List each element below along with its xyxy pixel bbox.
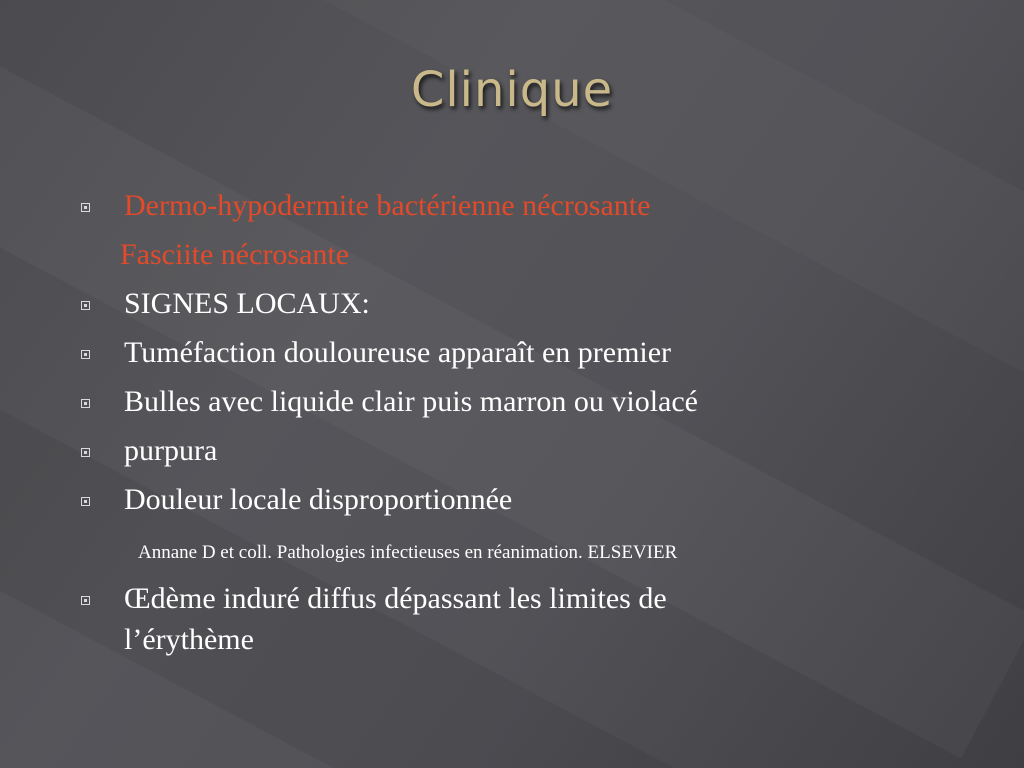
bullet-text-oedeme-continuation: l’érythème — [124, 623, 254, 656]
reference-citation: Annane D et coll. Pathologies infectieuses en réanimation. ELSEVIER — [138, 542, 678, 563]
bullet-icon — [81, 350, 90, 359]
bullet-icon — [81, 497, 90, 506]
bullet-icon — [81, 203, 90, 212]
continuation-text-fasciite: Fasciite nécrosante — [120, 238, 350, 271]
bullet-icon — [81, 301, 90, 310]
bullet-text-douleur: Douleur locale disproportionnée — [124, 483, 513, 516]
bullet-text-dermo-hypodermite: Dermo-hypodermite bactérienne nécrosante — [124, 189, 651, 222]
bullet-text-signes-locaux: SIGNES LOCAUX: — [124, 287, 370, 320]
bullet-icon — [81, 448, 90, 457]
bullet-icon — [81, 596, 90, 605]
bullet-text-oedeme: Œdème induré diffus dépassant les limites de — [124, 582, 667, 615]
bullet-text-bulles: Bulles avec liquide clair puis marron ou violacé — [124, 385, 698, 418]
slide-title: Clinique — [410, 62, 614, 118]
bullet-text-tumefaction: Tuméfaction douloureuse apparaît en premier — [124, 336, 672, 369]
bullet-text-purpura: purpura — [124, 434, 218, 467]
bullet-icon — [81, 399, 90, 408]
